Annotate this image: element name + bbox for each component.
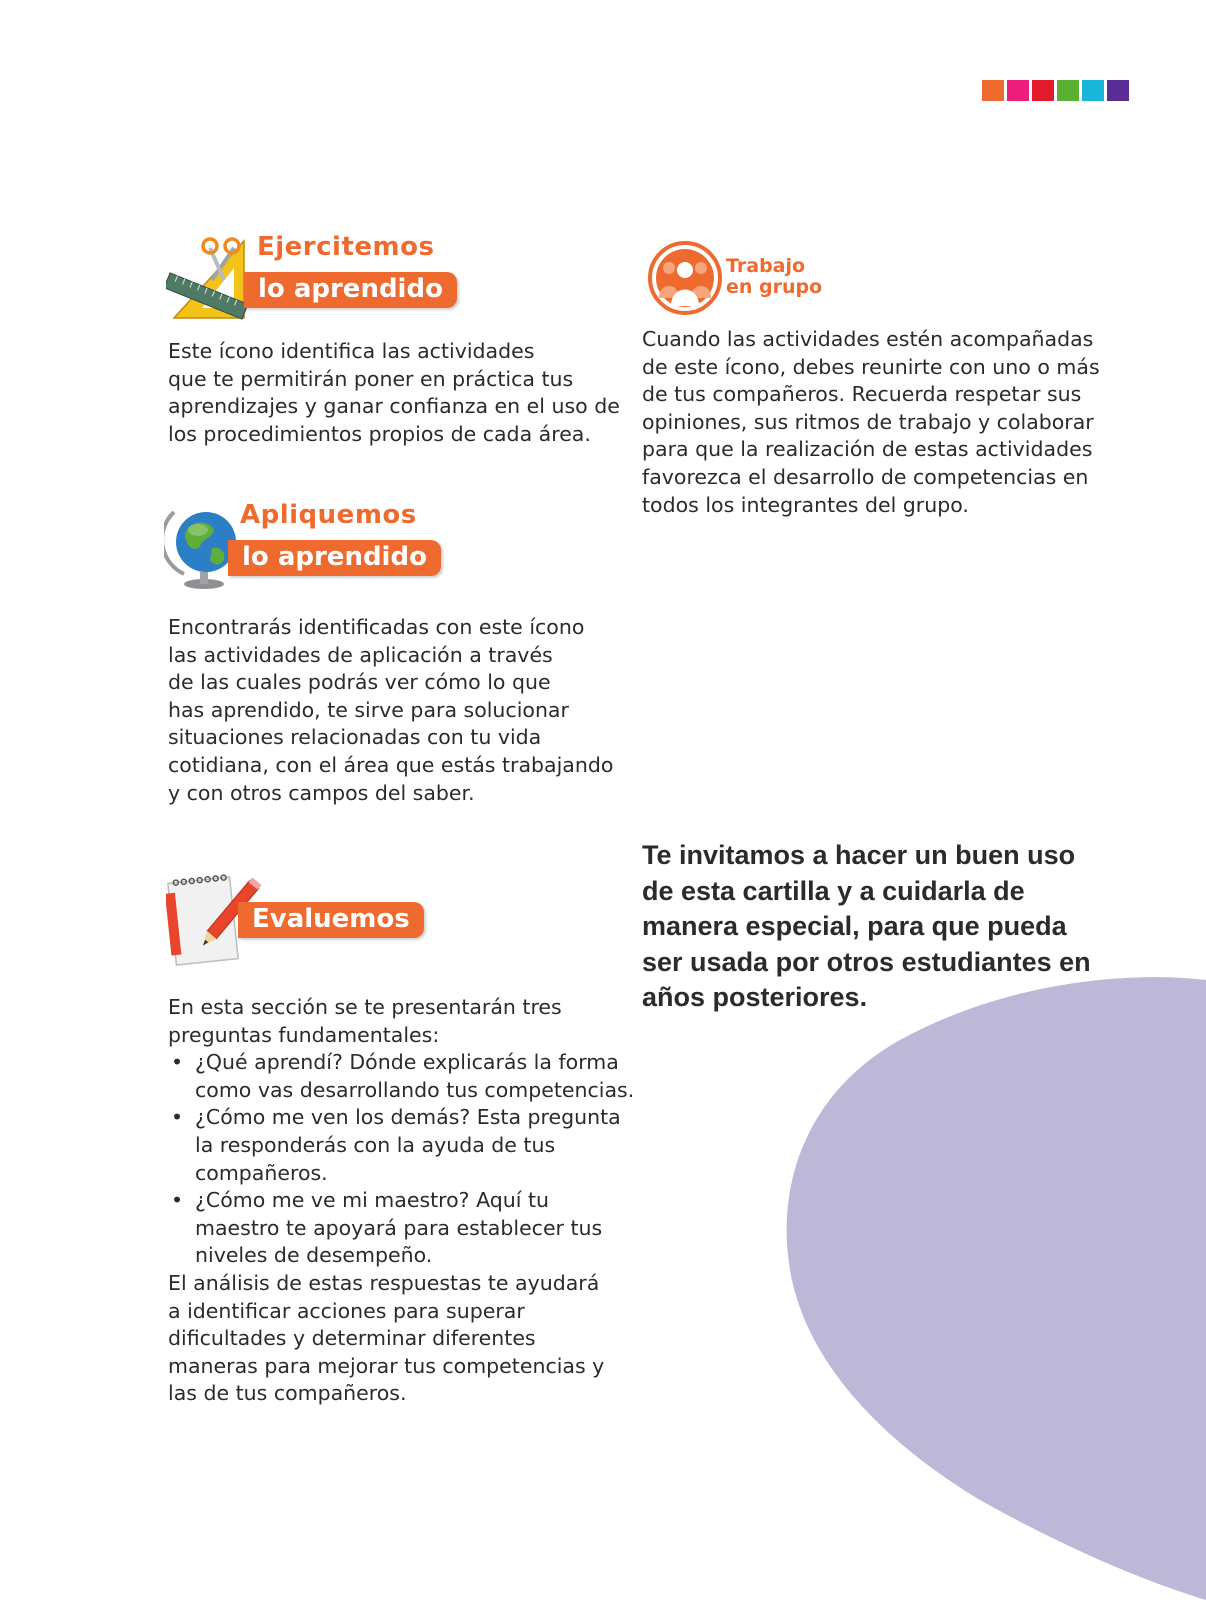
text-line: como vas desarrollando tus competencias. [195, 1077, 635, 1102]
text-line: En esta sección se te presentarán tres [168, 995, 562, 1019]
text-line: opiniones, sus ritmos de trabajo y colaborar [642, 409, 1094, 434]
color-square [1082, 80, 1104, 101]
color-square [1032, 80, 1054, 101]
text-line: maestro te apoyará para establecer tus [195, 1215, 603, 1240]
text-line: has aprendido, te sirve para solucionar [168, 697, 569, 722]
text-line: preguntas fundamentales: [168, 1022, 440, 1047]
text-line: • ¿Qué aprendí? Dónde explicarás la forma [195, 1050, 619, 1075]
text-line: situaciones relacionadas con tu vida [168, 725, 542, 750]
ruler-scissors-icon [166, 236, 252, 322]
text-line: de las cuales podrás ver cómo lo que [168, 670, 551, 695]
list-item [168, 1104, 634, 1187]
evaluemos-text [168, 994, 634, 1408]
text-line: de tus compañeros. Recuerda respetar sus [642, 382, 1082, 407]
text-line: de esta cartilla y a cuidarla de [642, 875, 1025, 906]
text-line: la responderás con la ayuda de tus [195, 1132, 556, 1157]
ejercitemos-pill: lo aprendido [244, 272, 457, 308]
text-line: El análisis de estas respuestas te ayudará [168, 1270, 600, 1295]
text-line: los procedimientos propios de cada área. [168, 421, 591, 446]
closing-message [642, 838, 1091, 1016]
text-line: para que la realización de estas actividades [642, 437, 1093, 462]
trabajo-title-line1: Trabajo [726, 255, 806, 277]
text-line: cotidiana, con el área que estás trabajando [168, 752, 614, 777]
color-square [1057, 80, 1079, 101]
text-line: compañeros. [195, 1160, 328, 1185]
text-line: ser usada por otros estudiantes en [642, 946, 1091, 977]
text-line: aprendizajes y ganar confianza en el uso de [168, 394, 620, 419]
text-line: y con otros campos del saber. [168, 780, 475, 805]
apliquemos-title: Apliquemos [240, 500, 417, 530]
list-item [168, 1187, 634, 1270]
text-line: todos los integrantes del grupo. [642, 492, 969, 517]
group-people-icon [647, 240, 723, 316]
apliquemos-pill: lo aprendido [228, 540, 441, 576]
text-line: niveles de desempeño. [195, 1243, 433, 1268]
text-line: • ¿Cómo me ven los demás? Esta pregunta [195, 1105, 621, 1130]
text-line: Este ícono identifica las actividades [168, 339, 535, 363]
text-line: • ¿Cómo me ve mi maestro? Aquí tu [195, 1188, 549, 1213]
text-line: las actividades de aplicación a través [168, 642, 553, 667]
text-line: de este ícono, debes reunirte con uno o más [642, 354, 1100, 379]
evaluemos-pill: Evaluemos [238, 902, 424, 938]
text-line: Encontrarás identificadas con este ícono [168, 615, 585, 639]
list-item [168, 1049, 634, 1104]
trabajo-text [642, 326, 1100, 519]
color-square [1007, 80, 1029, 101]
apliquemos-text [168, 614, 613, 807]
ejercitemos-title: Ejercitemos [257, 232, 435, 262]
text-line: a identificar acciones para superar [168, 1298, 525, 1323]
text-line: maneras para mejorar tus competencias y [168, 1353, 605, 1378]
evaluemos-bullet-list [168, 1049, 634, 1270]
text-line: favorezca el desarrollo de competencias en [642, 464, 1089, 489]
text-line: las de tus compañeros. [168, 1381, 407, 1406]
color-square [982, 80, 1004, 101]
text-line: manera especial, para que pueda [642, 911, 1067, 941]
text-line: Cuando las actividades estén acompañadas [642, 327, 1094, 351]
text-line: años posteriores. [642, 982, 868, 1012]
trabajo-title [726, 256, 822, 298]
text-line: que te permitirán poner en práctica tus [168, 366, 574, 391]
color-square [1107, 80, 1129, 101]
text-line: dificultades y determinar diferentes [168, 1326, 536, 1351]
color-strip [982, 80, 1129, 101]
ejercitemos-text [168, 338, 620, 448]
trabajo-title-line2: en grupo [726, 276, 823, 298]
text-line: Te invitamos a hacer un buen uso [642, 840, 1076, 870]
